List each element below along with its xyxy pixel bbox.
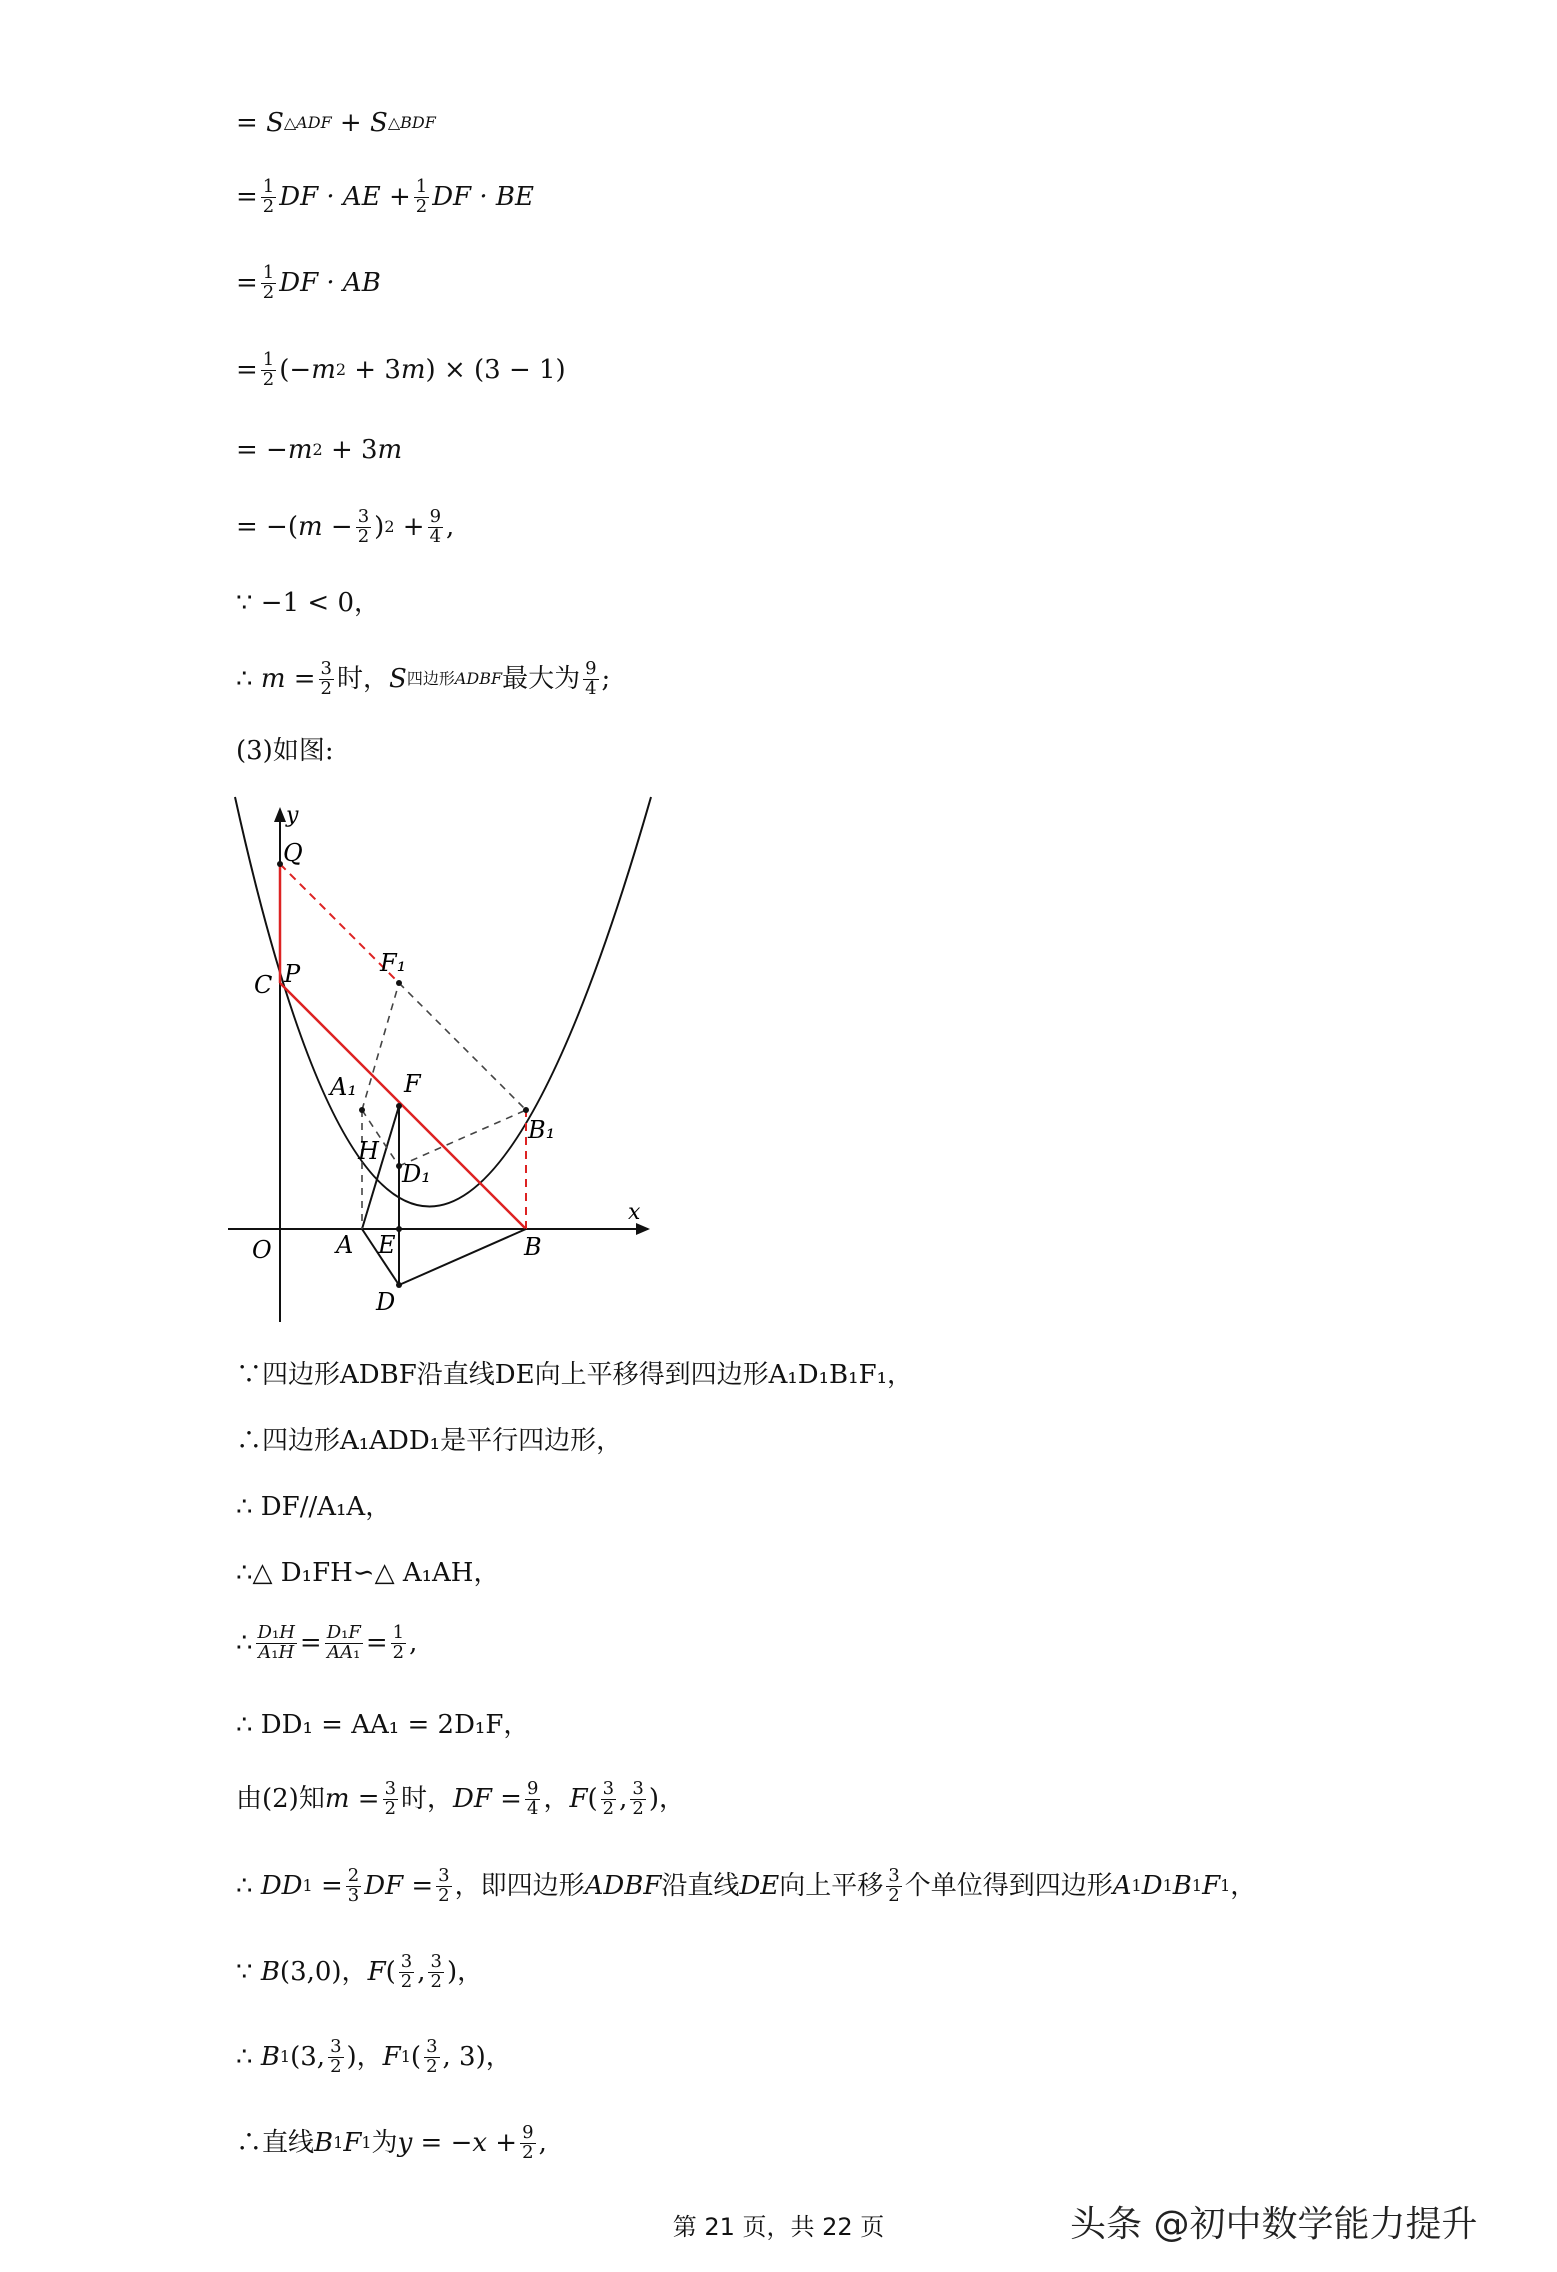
label-C: C	[254, 971, 273, 999]
math-line-12: ∴ DF//A₁A，	[236, 1492, 392, 1522]
point-E	[396, 1226, 402, 1232]
segment-PB	[280, 983, 526, 1229]
math-line-19: ∴ B 1 (3, $\frac{3}{2}$ )， F 1 ( $\frac{3}{2}$ , 3)，	[236, 2036, 512, 2077]
math-line-11: ∴四边形A₁ADD₁是平行四边形，	[236, 1426, 623, 1456]
point-F1	[396, 980, 402, 986]
math-line-17: ∴ DD 1 = $\frac{2}{3}$ DF = $\frac{3}{2}$ ，即四边形 ADBF 沿直线 DE 向上平移 $\frac{3}{2}$ 个单位得到四边形 A 1 D 1 B 1 F 1 ，	[236, 1865, 1257, 1906]
label-O: O	[252, 1236, 272, 1264]
math-line-2: = $\frac{1}{2}$ DF · AE + $\frac{1}{2}$ DF · BE	[236, 176, 534, 217]
math-line-20: ∴直线 B 1 F 1 为 y = − x + $\frac{9}{2}$ ,	[236, 2122, 547, 2163]
math-line-1: = S △ADF + S △BDF	[236, 108, 436, 138]
label-B: B	[524, 1233, 542, 1261]
math-line-5: = − m 2 + 3 m	[236, 435, 403, 465]
point-D	[396, 1282, 402, 1288]
math-line-8: ∴ m = $\frac{3}{2}$ 时， S 四边形ADBF 最大为 $\frac{9}{4}$ ;	[236, 658, 611, 699]
label-B1: B₁	[528, 1116, 556, 1144]
label-F1: F₁	[380, 949, 407, 977]
label-Q: Q	[283, 839, 303, 867]
label-y: y	[286, 803, 299, 828]
math-line-10: ∵四边形ADBF沿直线DE向上平移得到四边形A₁D₁B₁F₁，	[236, 1360, 914, 1390]
point-A1	[359, 1107, 365, 1113]
math-line-16: 由(2)知 m = $\frac{3}{2}$ 时， DF = $\frac{9}{4}$ ， F ( $\frac{3}{2}$ , $\frac{3}{2}$ )，	[236, 1778, 685, 1819]
math-line-15: ∴ DD₁ = AA₁ = 2D₁F，	[236, 1710, 530, 1740]
point-B1	[523, 1107, 529, 1113]
math-line-14: ∴ $\frac{\text{D₁H}}{\text{A₁H}}$ = $\frac{\text{D₁F}}{\text{AA₁}}$ = $\frac{1}{2}$ ,	[236, 1622, 418, 1663]
math-line-3: = $\frac{1}{2}$ DF · AB	[236, 262, 381, 303]
watermark: 头条 @初中数学能力提升	[1070, 2204, 1478, 2245]
math-line-4: = $\frac{1}{2}$ (− m 2 + 3 m ) × (3 − 1)	[236, 349, 566, 390]
math-line-7: ∵ −1 < 0，	[236, 588, 380, 618]
label-x: x	[628, 1200, 641, 1225]
label-D: D	[376, 1288, 396, 1316]
math-line-18: ∵ B (3,0)， F ( $\frac{3}{2}$ , $\frac{3}{2}$ )，	[236, 1951, 484, 1992]
label-A1: A₁	[330, 1073, 357, 1101]
label-D1: D₁	[402, 1160, 431, 1188]
label-F: F	[404, 1070, 421, 1098]
label-P: P	[284, 960, 301, 988]
y-axis-arrow	[274, 807, 286, 822]
segment-D1B1	[399, 1110, 526, 1166]
parabola-figure	[228, 792, 668, 1332]
math-line-9: (3)如图:	[236, 736, 334, 766]
label-A: A	[336, 1231, 354, 1259]
label-H: H	[358, 1137, 379, 1165]
math-line-13: ∴△ D₁FH∽△ A₁AH，	[236, 1558, 500, 1588]
segment-A1F1	[362, 983, 399, 1110]
segment-DB	[399, 1229, 526, 1285]
math-line-6: = −( m − $\frac{3}{2}$ ) 2 + $\frac{9}{4}$ ,	[236, 506, 455, 547]
page-footer: 第 21 页，共 22 页	[672, 2213, 885, 2241]
label-E: E	[378, 1231, 396, 1259]
point-F	[396, 1103, 402, 1109]
